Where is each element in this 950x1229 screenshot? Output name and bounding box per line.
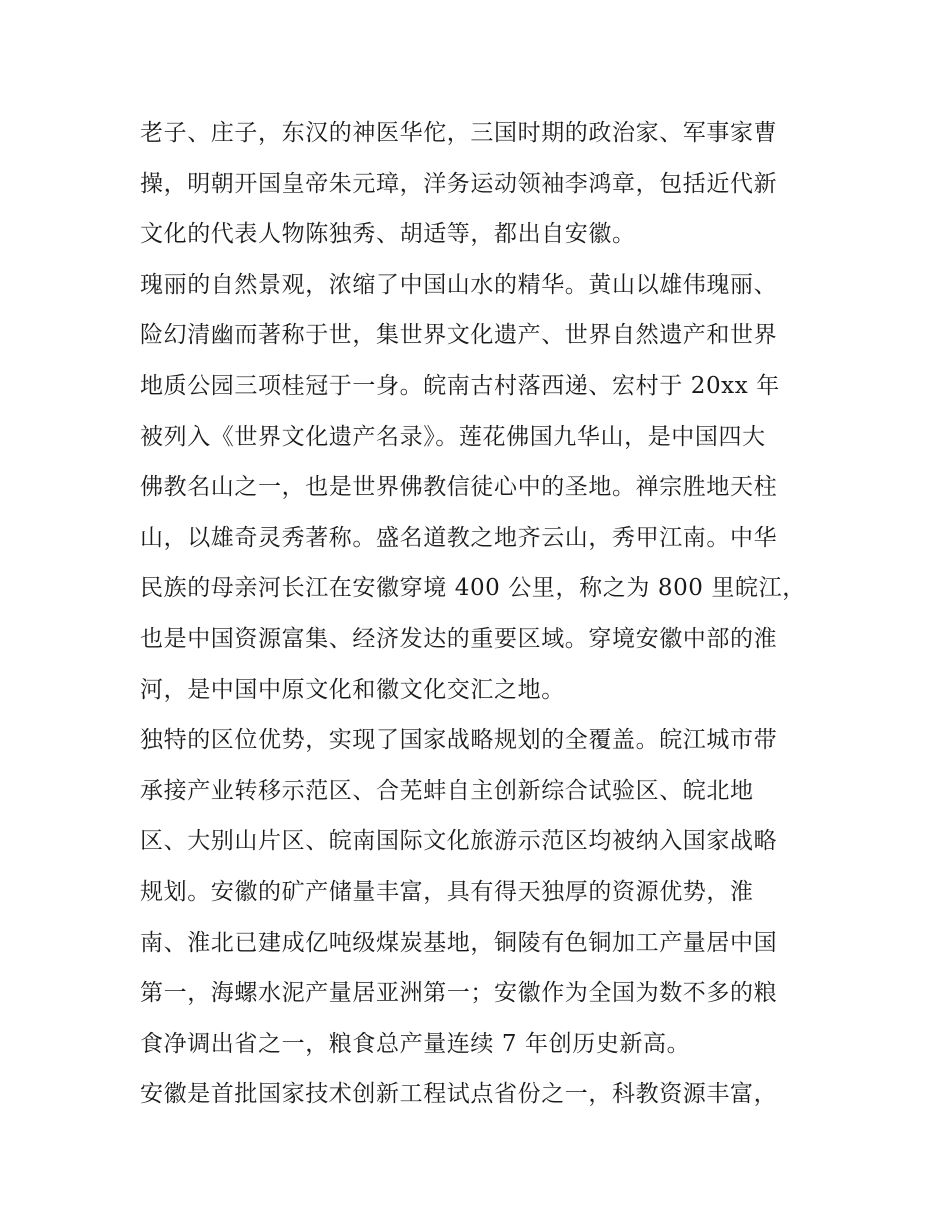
text-line: 险幻清幽而著称于世，集世界文化遗产、世界自然遗产和世界 (140, 322, 778, 349)
text-line: 也是中国资源富集、经济发达的重要区域。穿境安徽中部的淮 (140, 625, 778, 652)
text-line: 南、淮北已建成亿吨级煤炭基地，铜陵有色铜加工产量居中国 (140, 929, 778, 956)
text-line: 河，是中国中原文化和徽文化交汇之地。 (140, 676, 565, 703)
text-line: 被列入《世界文化遗产名录》。莲花佛国九华山，是中国四大 (140, 423, 766, 450)
text-line: 地质公园三项桂冠于一身。皖南古村落西递、宏村于 20xx 年 (140, 372, 780, 399)
text-line: 规划。安徽的矿产储量丰富，具有得天独厚的资源优势，淮 (140, 878, 754, 905)
text-line: 第一，海螺水泥产量居亚洲第一；安徽作为全国为数不多的粮 (140, 980, 778, 1007)
text-line: 山，以雄奇灵秀著称。盛名道教之地齐云山，秀甲江南。中华 (140, 524, 778, 551)
text-line: 老子、庄子，东汉的神医华佗，三国时期的政治家、军事家曹 (140, 120, 778, 146)
text-line: 民族的母亲河长江在安徽穿境 400 公里，称之为 800 里皖江， (140, 575, 806, 602)
text-line: 食净调出省之一，粮食总产量连续 7 年创历史新高。 (140, 1030, 691, 1057)
text-line: 文化的代表人物陈独秀、胡适等，都出自安徽。 (140, 221, 636, 248)
text-line: 佛教名山之一，也是世界佛教信徒心中的圣地。禅宗胜地天柱 (140, 474, 778, 501)
text-line: 安徽是首批国家技术创新工程试点省份之一，科教资源丰富， (140, 1081, 778, 1108)
text-line: 区、大别山片区、皖南国际文化旅游示范区均被纳入国家战略 (140, 828, 778, 855)
text-line: 操，明朝开国皇帝朱元璋，洋务运动领袖李鸿章，包括近代新 (140, 170, 778, 197)
text-line: 承接产业转移示范区、合芜蚌自主创新综合试验区、皖北地 (140, 777, 754, 804)
document-body-text (140, 108, 820, 1120)
text-line: 瑰丽的自然景观，浓缩了中国山水的精华。黄山以雄伟瑰丽、 (140, 271, 778, 298)
text-line: 独特的区位优势，实现了国家战略规划的全覆盖。皖江城市带 (140, 727, 778, 754)
